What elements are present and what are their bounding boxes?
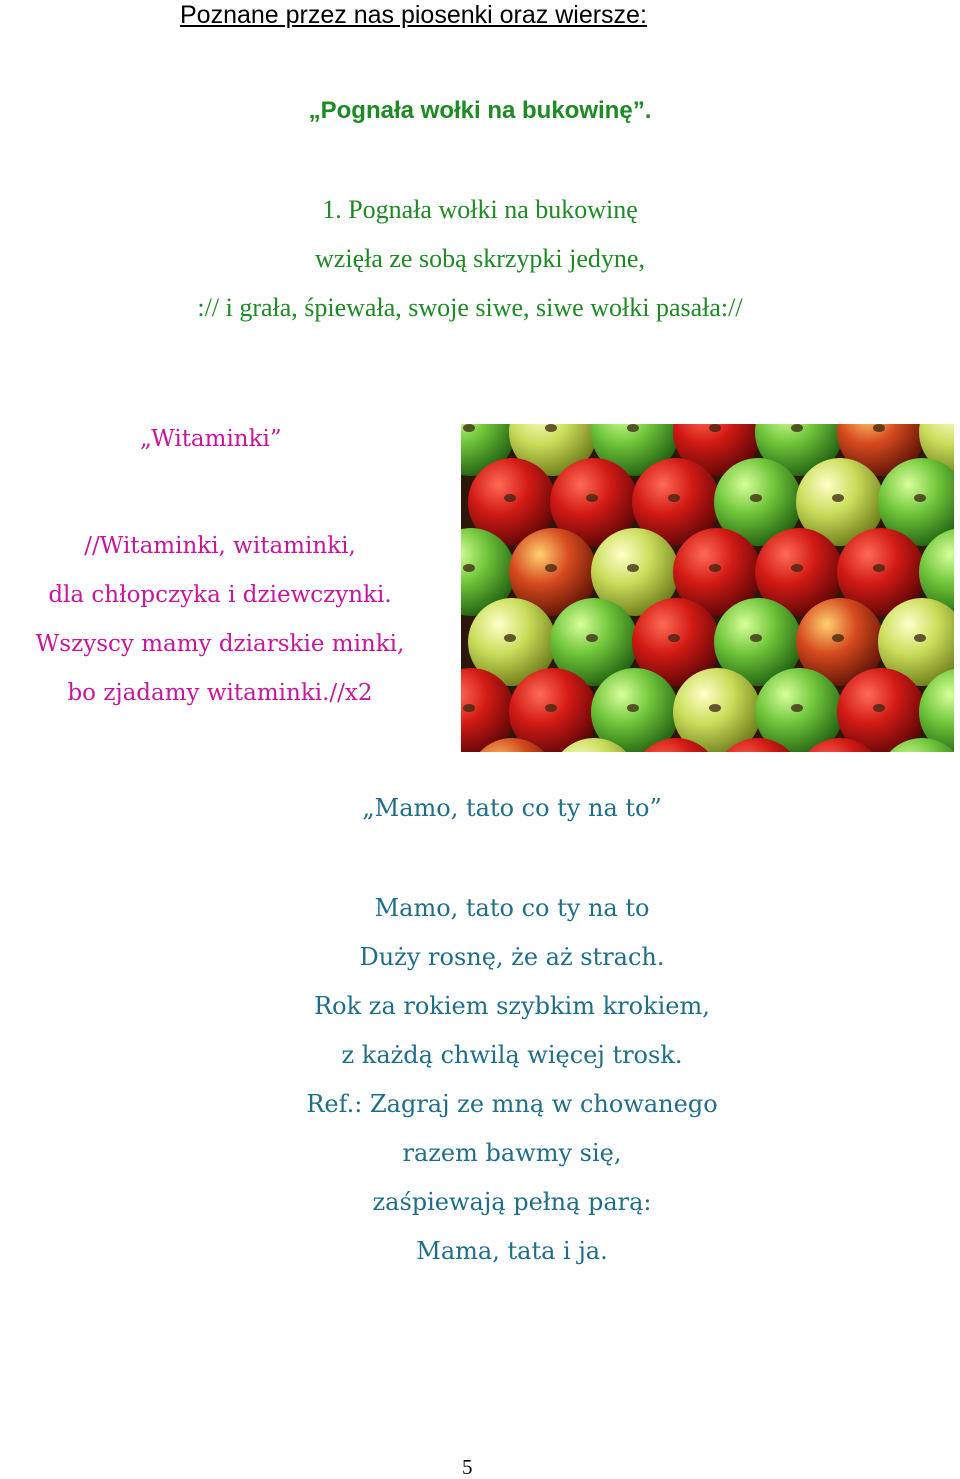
song2-line: dla chłopczyka i dziewczynki. (48, 582, 392, 608)
song1-line: wzięła ze sobą skrzypki jedyne, (315, 244, 645, 273)
song2-line: Wszyscy mamy dziarskie minki, (35, 631, 405, 657)
song3-line: Duży rosnę, że aż strach. (359, 943, 665, 971)
song3-line: Rok za rokiem szybkim krokiem, (314, 992, 710, 1020)
page-number: 5 (462, 1455, 473, 1479)
song3-line: razem bawmy się, (402, 1139, 622, 1167)
song3-line: Mamo, tato co ty na to (374, 894, 650, 922)
apples-photo (461, 424, 954, 752)
song2-line: bo zjadamy witaminki.//x2 (67, 680, 373, 706)
song3-lyrics (0, 884, 960, 1276)
song3-line: Ref.: Zagraj ze mną w chowanego (306, 1090, 718, 1118)
song1-line: :// i grała, śpiewała, swoje siwe, siwe wołki pasała:// (197, 293, 743, 322)
page-heading: Poznane przez nas piosenki oraz wiersze: (180, 1, 647, 29)
song2-line: //Witaminki, witaminki, (84, 533, 356, 559)
song3-line: Mama, tata i ja. (416, 1237, 608, 1265)
song2-lyrics (0, 522, 440, 718)
song1-line: 1. Pognała wołki na bukowinę (322, 195, 638, 224)
song2-title: „Witaminki” (140, 426, 282, 452)
song3-line: zaśpiewają pełną parą: (372, 1188, 652, 1216)
song3-line: z każdą chwilą więcej trosk. (341, 1041, 683, 1069)
song1-title: „Pognała wołki na bukowinę”. (308, 97, 652, 124)
song3-title: „Mamo, tato co ty na to” (362, 794, 662, 822)
